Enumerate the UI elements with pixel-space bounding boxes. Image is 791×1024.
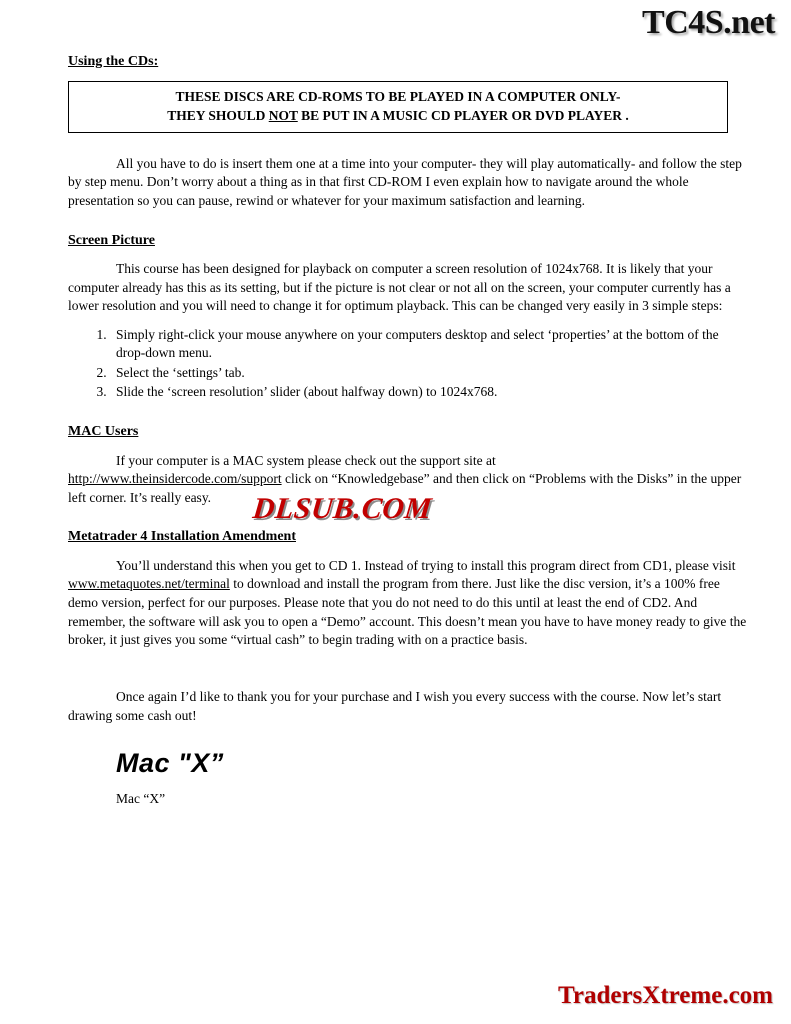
- heading-screen-picture: Screen Picture: [68, 232, 155, 248]
- notice-line-2: [77, 107, 719, 125]
- document-content: [68, 52, 748, 809]
- notice-line-1: THESE DISCS ARE CD-ROMS TO BE PLAYED IN A COMPUTER ONLY-: [175, 89, 621, 105]
- screen-picture-paragraph: This course has been designed for playback on computer a screen resolution of 1024x768. It is likely that your computer already has this as its setting, but if the picture is not clear or not all on the screen, your computer currently has a lower resolution and you will need to change it for optimum playback. This can be changed very easily in 3 simple steps:: [68, 260, 731, 314]
- notice-box: [68, 81, 728, 132]
- spacer-4: [68, 650, 748, 688]
- spacer-1: [68, 211, 748, 231]
- spacer-2: [68, 402, 748, 422]
- metatrader-text-2: to download and install the program from there. Just like the disc version, it’s a 100% free demo version, perfect for our purposes. Please note that you do not need to do this until at least the end of CD2. And remember, the software will ask you to open a “Demo” account. This doesn’t mean you have to have money ready to give the broker, it just gives you some “virtual cash” to begin trading with on a practice basis.: [68, 576, 747, 648]
- support-site-link[interactable]: http://www.theinsidercode.com/support: [68, 471, 282, 487]
- mac-paragraph-text-2: click on “Knowledgebase” and then click on “Problems with the Disks” in the upper left corner. It’s really easy.: [68, 471, 742, 505]
- notice-not-emphasis: NOT: [268, 107, 298, 123]
- watermark-center: DLSUB.COM: [251, 492, 434, 525]
- list-item: 2. Select the ‘settings’ tab.: [110, 364, 748, 382]
- heading-using-cds: Using the CDs:: [68, 54, 159, 69]
- notice-line-2-a: THEY SHOULD: [167, 107, 269, 123]
- steps-list: [68, 326, 748, 401]
- watermark-bottom-right: TradersXtreme.com: [558, 982, 773, 1009]
- heading-mac-users: MAC Users: [68, 424, 139, 440]
- signature-plain: Mac “X”: [116, 791, 166, 807]
- notice-line-2-b: BE PUT IN A MUSIC CD PLAYER OR DVD PLAYER .: [297, 107, 629, 123]
- watermark-top-right: TC4S.net: [642, 4, 775, 41]
- metatrader-paragraph: [68, 557, 748, 650]
- metatrader-text-1: You’ll understand this when you get to CD 1. Instead of trying to install this program direct from CD1, please visit: [116, 557, 736, 573]
- list-item: 3. Slide the ‘screen resolution’ slider (about halfway down) to 1024x768.: [110, 383, 748, 401]
- list-item: 1. Simply right-click your mouse anywhere on your computers desktop and select ‘properties’ at the bottom of the drop-down menu.: [110, 326, 748, 363]
- spacer-5: [68, 725, 748, 745]
- closing-paragraph: Once again I’d like to thank you for your purchase and I wish you every success with the course. Now let’s start drawing some cash out!: [68, 688, 722, 723]
- mac-paragraph-text-1: If your computer is a MAC system please check out the support site at: [116, 452, 496, 468]
- metaquotes-link[interactable]: www.metaquotes.net/terminal: [68, 576, 230, 592]
- signature-script: Mac "X”: [116, 748, 224, 779]
- mac-paragraph-continued: [68, 470, 748, 507]
- heading-metatrader: Metatrader 4 Installation Amendment: [68, 529, 296, 545]
- spacer-3: [68, 507, 748, 527]
- intro-paragraph: All you have to do is insert them one at a time into your computer- they will play automatically- and follow the step by step menu. Don’t worry about a thing as in that first CD-ROM I even explain how to navigate around the whole presentation so you can pause, rewind or whatever for your maximum satisfaction and learning.: [68, 155, 742, 208]
- mac-paragraph: [68, 452, 748, 471]
